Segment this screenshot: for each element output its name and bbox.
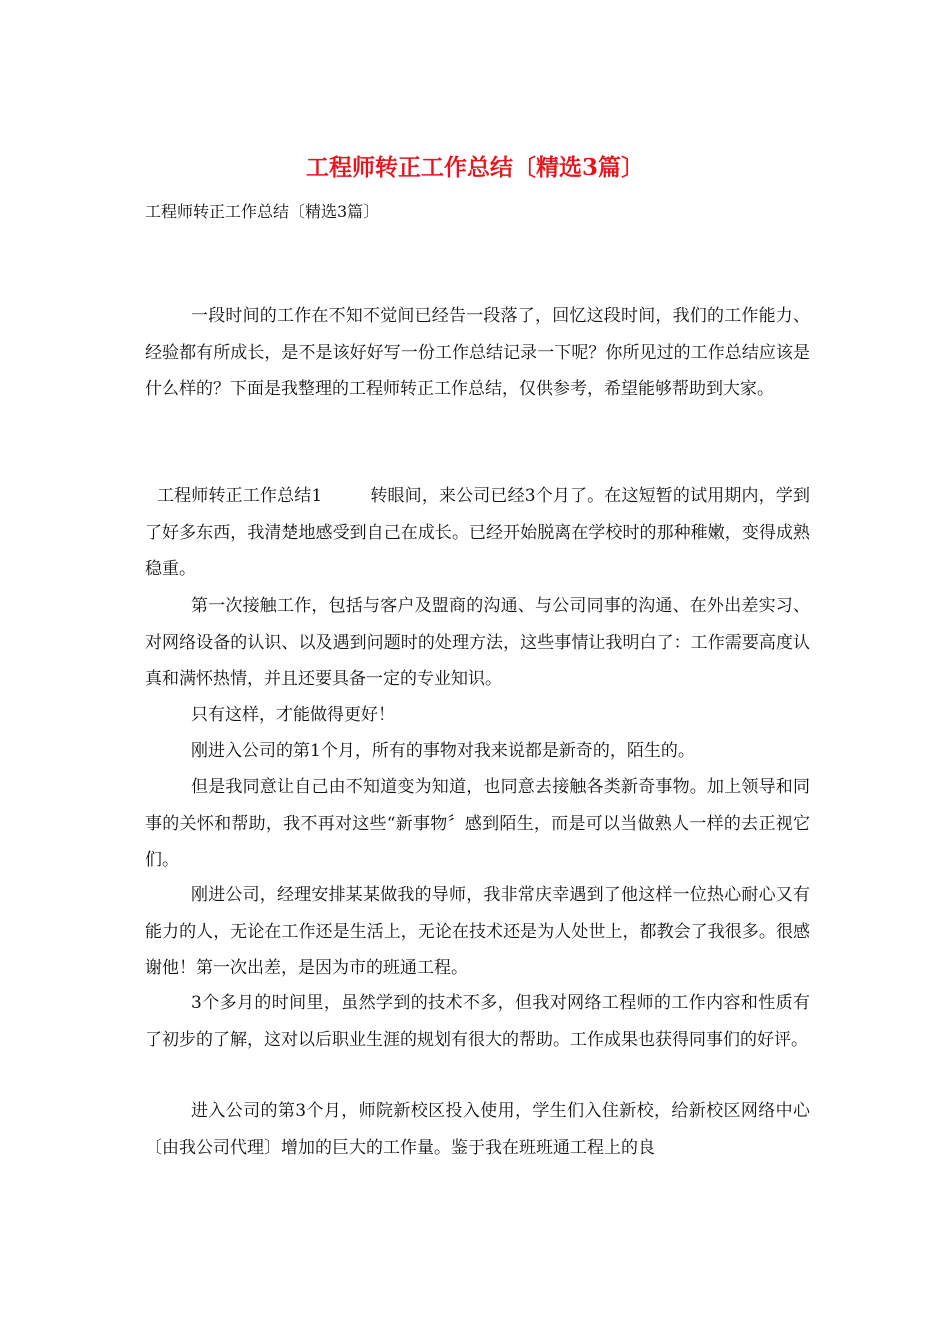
body-paragraph-4: 但是我同意让自己由不知道变为知道，也同意去接触各类新奇事物。加上领导和同事的关怀和帮助，我不再对这些“新事物〞感到陌生，而是可以当做熟人一样的去正视它们。 [145, 777, 810, 870]
body-paragraph-1: 第一次接触工作，包括与客户及盟商的沟通、与公司同事的沟通、在外出差实习、对网络设备的认识、以及遇到问题时的处理方法，这些事情让我明白了：工作需要高度认真和满怀热情，并且还要具备一定的专业知识。 [145, 596, 810, 689]
document-subtitle: 工程师转正工作总结〔精选3篇〕 [145, 202, 380, 221]
body-paragraph-5: 刚进公司，经理安排某某做我的导师，我非常庆幸遇到了他这样一位热心耐心又有能力的人，无论在工作还是生活上，无论在技术还是为人处世上，都教会了我很多。很感谢他！第一次出差，是因为市的班通工程。 [145, 885, 810, 978]
body-paragraph-3: 刚进入公司的第1个月，所有的事物对我来说都是新奇的，陌生的。 [191, 741, 695, 761]
intro-paragraph: 一段时间的工作在不知不觉间已经告一段落了，回忆这段时间，我们的工作能力、经验都有所成长，是不是该好好写一份工作总结记录一下呢？你所见过的工作总结应该是什么样的？下面是我整理的工程师转正工作总结，仅供参考，希望能够帮助到大家。 [145, 306, 810, 399]
body-paragraph-2: 只有这样，才能做得更好！ [191, 705, 395, 725]
body-paragraph-6: 3个多月的时间里，虽然学到的技术不多，但我对网络工程师的工作内容和性质有了初步的了解，这对以后职业生涯的规划有很大的帮助。工作成果也获得同事们的好评。 [145, 993, 810, 1050]
section-1-paragraph [145, 478, 810, 588]
body-paragraph-7: 进入公司的第3个月，师院新校区投入使用，学生们入住新校，给新校区网络中心〔由我公司代理〕增加的巨大的工作量。鉴于我在班班通工程上的良 [145, 1101, 810, 1158]
section-heading: 工程师转正工作总结1 [157, 486, 323, 506]
document-title: 工程师转正工作总结〔精选3篇〕 [305, 154, 644, 181]
section-first-paragraph-text: 转眼间，来公司已经3个月了。在这短暂的试用期内，学到了好多东西，我清楚地感受到自己在成长。已经开始脱离在学校时的那种稚嫩，变得成熟稳重。 [145, 486, 810, 579]
